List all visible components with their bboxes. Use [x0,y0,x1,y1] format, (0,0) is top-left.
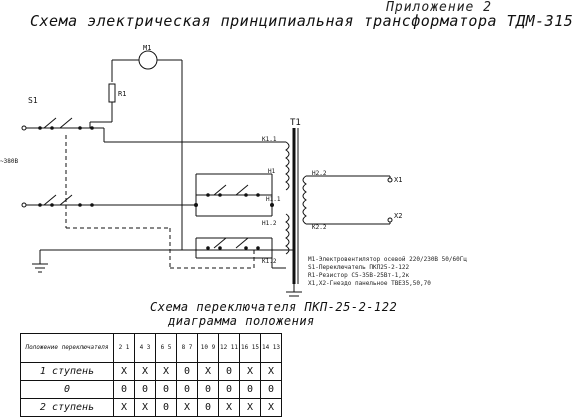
primary-winding-upper [286,142,289,190]
table-cell: X [240,363,261,381]
table-row [21,399,282,417]
contact-pair-header: 2 1 [114,334,135,363]
terminal-phase2 [22,203,26,207]
contact-pair-header: 14 13 [261,334,282,363]
r1-label: R1 [118,90,127,98]
k12-label: K1.2 [262,258,277,265]
table-header-row [21,334,282,363]
m1-label: M1 [143,44,152,52]
voltage-label: ~380В [0,158,19,165]
h11-label: H1.1 [266,196,281,203]
table-cell: 0 [156,399,177,417]
h22-label: H2.2 [312,170,327,177]
contact-pair-header: 12 11 [219,334,240,363]
table-cell: X [114,363,135,381]
contact-pair-header: 8 7 [177,334,198,363]
t1-label: T1 [290,118,301,128]
table-cell: X [135,399,156,417]
legend-line-3: R1-Резистор С5-35В-25Вт-1,2к [308,272,410,279]
x1-label: X1 [394,176,403,184]
table-cell: X [198,363,219,381]
resistor-symbol [109,84,115,102]
appendix-label: Приложение 2 [386,0,492,15]
terminal-x2 [388,218,392,222]
row-label: 0 [21,381,114,399]
table-cell: 0 [156,381,177,399]
table-cell: X [156,363,177,381]
table-cell: 0 [177,381,198,399]
switch-diagram-subtitle: диаграмма положения [168,314,315,328]
table-row [21,363,282,381]
k11-label: K1.1 [262,136,277,143]
row-label: 1 ступень [21,363,114,381]
page-title: Схема электрическая принципиальная трансформатора ТДМ-315 [30,12,573,30]
table-cell: 0 [219,381,240,399]
legend-line-2: S1-Переключатель ПКП25-2-122 [308,264,410,271]
switch-position-table [20,333,282,417]
contact-pair-header: 10 9 [198,334,219,363]
secondary-winding [303,176,306,224]
legend-line-1: M1-Электровентилятор осевой 220/230В 50/60Гц [308,256,467,263]
table-cell: X [240,399,261,417]
table-cell: 0 [261,381,282,399]
h12-label: H1.2 [262,220,277,227]
contact-pair-header: 6 5 [156,334,177,363]
header-label-cell: Положение переключателя [21,334,114,363]
legend-line-4: X1,X2-Гнездо панельное ТВЕ35,50,70 [308,280,431,287]
table-cell: 0 [114,381,135,399]
table-cell: 0 [177,363,198,381]
table-cell: X [261,363,282,381]
table-cell: 0 [135,381,156,399]
table-cell: X [219,399,240,417]
table-cell: 0 [219,363,240,381]
k22-label: K2.2 [312,224,327,231]
x2-label: X2 [394,212,403,220]
h1-label: H1 [268,168,276,175]
table-cell: X [261,399,282,417]
row-label: 2 ступень [21,399,114,417]
contact-pair-header: 16 15 [240,334,261,363]
table-cell: X [114,399,135,417]
contact-pair-header: 4 3 [135,334,156,363]
fan-motor-symbol [139,51,157,69]
table-cell: X [135,363,156,381]
table-cell: 0 [198,381,219,399]
table-cell: 0 [240,381,261,399]
table-row [21,381,282,399]
terminal-x1 [388,178,392,182]
primary-winding-lower [286,214,289,254]
table-cell: 0 [198,399,219,417]
s1-label: S1 [28,96,38,105]
switch-diagram-title: Схема переключателя ПКП-25-2-122 [150,300,398,314]
terminal-phase1 [22,126,26,130]
table-cell: X [177,399,198,417]
